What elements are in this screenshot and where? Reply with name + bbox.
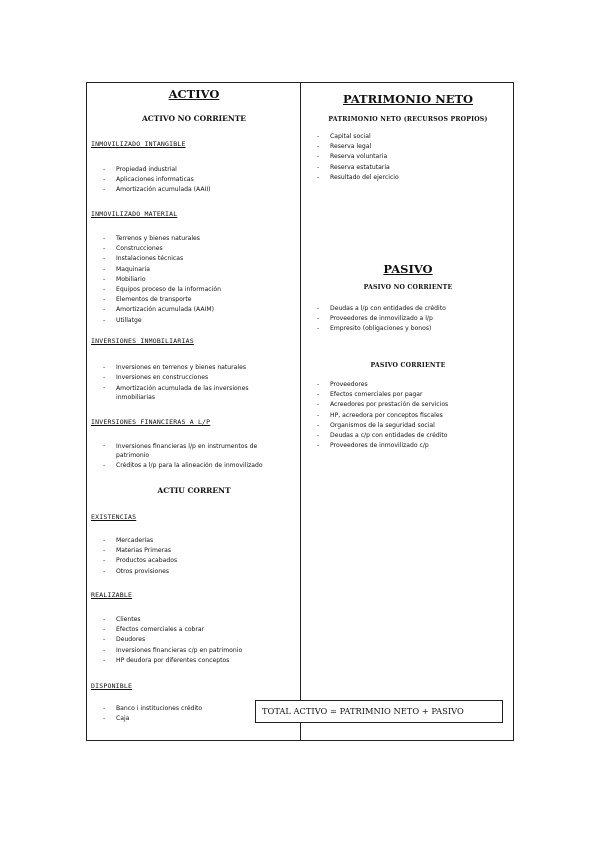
list-item: - Construcciones <box>92 244 298 254</box>
disponible-list <box>92 704 252 724</box>
list-item: - Aplicaciones informaticas <box>92 175 298 185</box>
list-item: - Inversiones financieras c/p en patrimonio <box>92 646 298 656</box>
list-item: - Proveedores de inmovilizado a l/p <box>306 314 510 324</box>
list-item: - Productos acabados <box>92 556 298 566</box>
pasivo-no-corriente-heading: PASIVO NO CORRIENTE <box>363 284 453 291</box>
list-item: - Banco i instituciones crédito <box>92 704 252 714</box>
list-item: - Deudas a c/p con entidades de crédito <box>306 431 510 441</box>
activo-title: ACTIVO <box>168 87 220 101</box>
list-item: - Mobiliario <box>92 275 298 285</box>
list-item: - Elementos de transporte <box>92 295 298 305</box>
list-item: - Reserva voluntaria <box>306 152 510 162</box>
list-item: - Organismos de la seguridad social <box>306 421 510 431</box>
inmovilizado-material-list <box>92 234 298 326</box>
pasivo-corriente-heading: PASIVO CORRIENTE <box>370 362 446 369</box>
list-item: - Maquinaria <box>92 265 298 275</box>
list-item: - Acreedores por prestación de servicios <box>306 400 510 410</box>
list-item: - Deudores <box>92 635 298 645</box>
activo-no-corriente-title: ACTIVO NO CORRIENTE <box>141 114 247 123</box>
list-item: - Capital social <box>306 132 510 142</box>
list-item: - Efectos comerciales a cobrar <box>92 625 298 635</box>
realizable-heading: REALIZABLE <box>91 591 133 599</box>
patrimonio-neto-subtitle: PATRIMONIO NETO (RECURSOS PROPIOS) <box>328 116 488 123</box>
list-item: - Materias Primeras <box>92 546 298 556</box>
list-item: - HP, acreedora por conceptos fiscales <box>306 411 510 421</box>
list-item: - Proveedores <box>306 380 510 390</box>
list-item: - Instalaciones técnicas <box>92 254 298 264</box>
list-item: - Clientes <box>92 615 298 625</box>
inmovilizado-intangible-list <box>92 165 298 196</box>
actiu-corrent-title: ACTIU CORRENT <box>157 486 231 495</box>
list-item: - Otros provisiones <box>92 567 298 577</box>
patrimonio-neto-title: PATRIMONIO NETO <box>342 92 474 106</box>
list-item: - Amortización acumulada de las inversiones inmobiliarias <box>92 383 272 403</box>
realizable-list <box>92 615 298 666</box>
inversiones-inmobiliarias-list <box>92 363 272 403</box>
inversiones-inmobiliarias-heading: INVERSIONES INMOBILIARIAS <box>91 337 194 345</box>
list-item: - Empresito (obligaciones y bonos) <box>306 324 510 334</box>
existencias-heading: EXISTENCIAS <box>91 513 137 521</box>
list-item: - HP deudora por diferentes conceptos <box>92 656 298 666</box>
list-item: - Terrenos y bienes naturales <box>92 234 298 244</box>
inversiones-financieras-heading: INVERSIONES FINANCIERAS A L/P <box>91 418 211 426</box>
list-item: - Caja <box>92 714 252 724</box>
pasivo-corriente-list <box>306 380 510 451</box>
list-item: - Utillatge <box>92 316 298 326</box>
pasivo-no-corriente-list <box>306 304 510 335</box>
list-item: - Créditos a l/p para la alineación de inmovilizado <box>92 461 292 471</box>
list-item: - Inversiones en construcciones <box>92 373 272 383</box>
inmovilizado-intangible-heading: INMOVILIZADO INTANGIBLE <box>91 140 186 148</box>
list-item: - Proveedores de inmovilizado c/p <box>306 441 510 451</box>
list-item: - Mercaderías <box>92 536 298 546</box>
list-item: - Deudas a l/p con entidades de crédito <box>306 304 510 314</box>
list-item: - Propiedad industrial <box>92 165 298 175</box>
inmovilizado-material-heading: INMOVILIZADO MATERIAL <box>91 210 178 218</box>
disponible-heading: DISPONIBLE <box>91 682 133 690</box>
list-item: - Equipos proceso de la información <box>92 285 298 295</box>
list-item: - Amortización acumulada (AAIM) <box>92 305 298 315</box>
list-item: - Inversiones financieras l/p en instrumentos de patrimonio <box>92 441 292 461</box>
list-item: - Reserva legal <box>306 142 510 152</box>
pasivo-title: PASIVO <box>383 262 433 276</box>
list-item: - Amortización acumulada (AAII) <box>92 185 298 195</box>
total-equation-box: TOTAL ACTIVO = PATRIMNIO NETO + PASIVO <box>255 700 503 723</box>
list-item: - Resultado del ejercicio <box>306 173 510 183</box>
patrimonio-neto-list <box>306 132 510 183</box>
list-item: - Efectos comerciales por pagar <box>306 390 510 400</box>
existencias-list <box>92 536 298 577</box>
inversiones-financieras-list <box>92 441 292 471</box>
list-item: - Reserva estatutaria <box>306 163 510 173</box>
list-item: - Inversiones en terrenos y bienes naturales <box>92 363 272 373</box>
column-divider <box>300 82 301 741</box>
